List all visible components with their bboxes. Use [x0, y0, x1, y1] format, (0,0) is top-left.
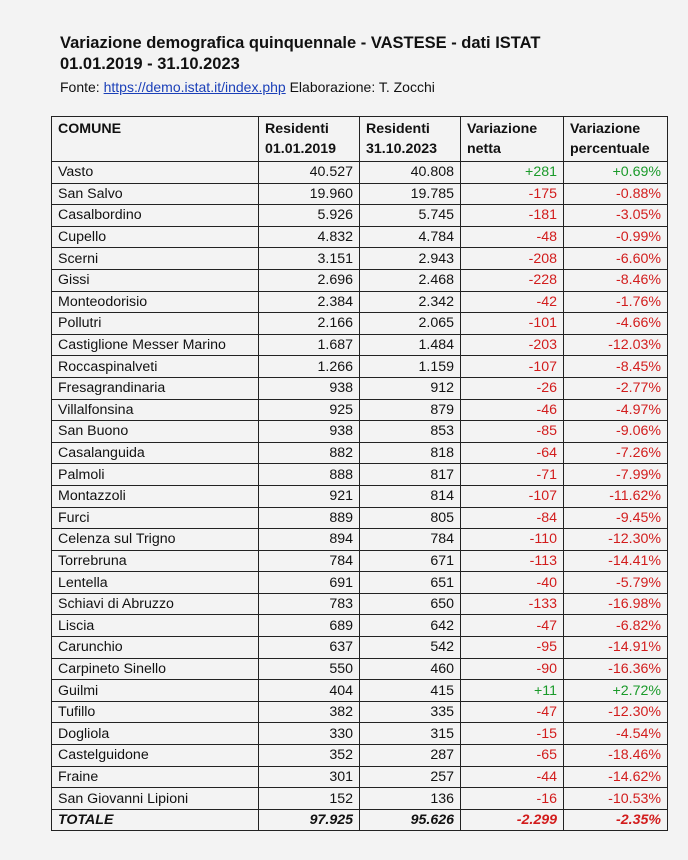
variazione-percentuale-cell: -2.77% — [564, 377, 668, 399]
variazione-percentuale-cell: -0.99% — [564, 226, 668, 248]
residenti-2023-cell: 818 — [360, 442, 461, 464]
table-row — [52, 745, 668, 767]
variazione-percentuale-cell: -9.06% — [564, 421, 668, 443]
comune-cell: Casalbordino — [52, 205, 259, 227]
table-row — [52, 248, 668, 270]
header-comune-label: COMUNE — [58, 121, 122, 137]
residenti-2023-cell: 4.784 — [360, 226, 461, 248]
residenti-2023-cell: 651 — [360, 572, 461, 594]
residenti-2023-cell: 784 — [360, 529, 461, 551]
variazione-netta-cell: -71 — [461, 464, 564, 486]
table-row — [52, 572, 668, 594]
table-row — [52, 313, 668, 335]
variazione-netta-cell: -26 — [461, 377, 564, 399]
variazione-percentuale-cell: -7.26% — [564, 442, 668, 464]
residenti-2023-cell: 650 — [360, 593, 461, 615]
variazione-percentuale-cell: -4.54% — [564, 723, 668, 745]
table-row — [52, 269, 668, 291]
residenti-2023-cell: 2.065 — [360, 313, 461, 335]
residenti-2019-cell: 382 — [259, 701, 360, 723]
variazione-netta-cell: -110 — [461, 529, 564, 551]
header-variazione-netta — [461, 117, 564, 162]
residenti-2023-cell: 814 — [360, 485, 461, 507]
source-line — [60, 78, 680, 96]
variazione-percentuale-cell: -5.79% — [564, 572, 668, 594]
header-variazione-percentuale-line2: percentuale — [570, 141, 650, 157]
table-row — [52, 162, 668, 184]
comune-cell: Torrebruna — [52, 550, 259, 572]
header-residenti-2023-line2: 31.10.2023 — [366, 141, 438, 157]
table-row — [52, 507, 668, 529]
variazione-percentuale-cell: -2.35% — [564, 809, 668, 831]
residenti-2019-cell: 784 — [259, 550, 360, 572]
table-row — [52, 226, 668, 248]
table-row — [52, 593, 668, 615]
comune-cell: TOTALE — [52, 809, 259, 831]
variazione-netta-cell: -203 — [461, 334, 564, 356]
table-row — [52, 788, 668, 810]
comune-cell: San Salvo — [52, 183, 259, 205]
table-row — [52, 485, 668, 507]
table-row — [52, 529, 668, 551]
residenti-2023-cell: 415 — [360, 680, 461, 702]
table-row — [52, 183, 668, 205]
variazione-netta-cell: -47 — [461, 701, 564, 723]
variazione-percentuale-cell: -3.05% — [564, 205, 668, 227]
comune-cell: Villalfonsina — [52, 399, 259, 421]
table-row — [52, 291, 668, 313]
table-row — [52, 701, 668, 723]
comune-cell: Pollutri — [52, 313, 259, 335]
residenti-2019-cell: 691 — [259, 572, 360, 594]
comune-cell: Carpineto Sinello — [52, 658, 259, 680]
variazione-netta-cell: -47 — [461, 615, 564, 637]
residenti-2023-cell: 1.159 — [360, 356, 461, 378]
table-body — [52, 162, 668, 831]
header-residenti-2023-line1: Residenti — [366, 121, 430, 137]
residenti-2019-cell: 938 — [259, 377, 360, 399]
residenti-2023-cell: 2.943 — [360, 248, 461, 270]
variazione-percentuale-cell: -0.88% — [564, 183, 668, 205]
residenti-2023-cell: 136 — [360, 788, 461, 810]
variazione-netta-cell: -42 — [461, 291, 564, 313]
variazione-netta-cell: -107 — [461, 356, 564, 378]
table-row — [52, 377, 668, 399]
residenti-2019-cell: 2.166 — [259, 313, 360, 335]
residenti-2023-cell: 257 — [360, 766, 461, 788]
total-row — [52, 809, 668, 831]
residenti-2023-cell: 460 — [360, 658, 461, 680]
residenti-2023-cell: 335 — [360, 701, 461, 723]
residenti-2019-cell: 689 — [259, 615, 360, 637]
residenti-2023-cell: 95.626 — [360, 809, 461, 831]
variazione-netta-cell: -2.299 — [461, 809, 564, 831]
variazione-percentuale-cell: -1.76% — [564, 291, 668, 313]
residenti-2023-cell: 2.468 — [360, 269, 461, 291]
variazione-percentuale-cell: -12.30% — [564, 701, 668, 723]
variazione-percentuale-cell: -7.99% — [564, 464, 668, 486]
comune-cell: Gissi — [52, 269, 259, 291]
comune-cell: Cupello — [52, 226, 259, 248]
table-row — [52, 766, 668, 788]
comune-cell: Castelguidone — [52, 745, 259, 767]
variazione-netta-cell: +11 — [461, 680, 564, 702]
residenti-2019-cell: 152 — [259, 788, 360, 810]
table-row — [52, 637, 668, 659]
residenti-2019-cell: 2.696 — [259, 269, 360, 291]
table-row — [52, 615, 668, 637]
variazione-percentuale-cell: +0.69% — [564, 162, 668, 184]
residenti-2019-cell: 889 — [259, 507, 360, 529]
residenti-2023-cell: 542 — [360, 637, 461, 659]
variazione-percentuale-cell: -11.62% — [564, 485, 668, 507]
table-row — [52, 550, 668, 572]
residenti-2023-cell: 805 — [360, 507, 461, 529]
residenti-2019-cell: 882 — [259, 442, 360, 464]
comune-cell: San Giovanni Lipioni — [52, 788, 259, 810]
variazione-percentuale-cell: -12.03% — [564, 334, 668, 356]
residenti-2023-cell: 40.808 — [360, 162, 461, 184]
variazione-netta-cell: -46 — [461, 399, 564, 421]
variazione-netta-cell: -228 — [461, 269, 564, 291]
residenti-2023-cell: 853 — [360, 421, 461, 443]
comune-cell: Liscia — [52, 615, 259, 637]
table-row — [52, 205, 668, 227]
variazione-percentuale-cell: +2.72% — [564, 680, 668, 702]
residenti-2019-cell: 2.384 — [259, 291, 360, 313]
table-row — [52, 442, 668, 464]
table-row — [52, 421, 668, 443]
variazione-netta-cell: -44 — [461, 766, 564, 788]
residenti-2023-cell: 1.484 — [360, 334, 461, 356]
comune-cell: Lentella — [52, 572, 259, 594]
variazione-percentuale-cell: -14.62% — [564, 766, 668, 788]
source-label: Fonte: — [60, 79, 100, 95]
header-variazione-percentuale-line1: Variazione — [570, 121, 641, 137]
residenti-2019-cell: 40.527 — [259, 162, 360, 184]
residenti-2023-cell: 879 — [360, 399, 461, 421]
residenti-2019-cell: 3.151 — [259, 248, 360, 270]
comune-cell: Montazzoli — [52, 485, 259, 507]
comune-cell: San Buono — [52, 421, 259, 443]
variazione-netta-cell: -175 — [461, 183, 564, 205]
variazione-percentuale-cell: -10.53% — [564, 788, 668, 810]
source-link[interactable]: https://demo.istat.it/index.php — [103, 79, 286, 95]
variazione-netta-cell: -133 — [461, 593, 564, 615]
document-header — [60, 33, 680, 96]
population-table — [51, 116, 668, 831]
variazione-netta-cell: -64 — [461, 442, 564, 464]
comune-cell: Castiglione Messer Marino — [52, 334, 259, 356]
table-header-row — [52, 117, 668, 162]
comune-cell: Tufillo — [52, 701, 259, 723]
comune-cell: Vasto — [52, 162, 259, 184]
residenti-2019-cell: 1.687 — [259, 334, 360, 356]
residenti-2023-cell: 2.342 — [360, 291, 461, 313]
comune-cell: Monteodorisio — [52, 291, 259, 313]
header-variazione-netta-line1: Variazione — [467, 121, 538, 137]
comune-cell: Celenza sul Trigno — [52, 529, 259, 551]
variazione-percentuale-cell: -14.41% — [564, 550, 668, 572]
variazione-netta-cell: +281 — [461, 162, 564, 184]
comune-cell: Carunchio — [52, 637, 259, 659]
comune-cell: Furci — [52, 507, 259, 529]
variazione-netta-cell: -85 — [461, 421, 564, 443]
header-variazione-netta-line2: netta — [467, 141, 501, 157]
variazione-netta-cell: -65 — [461, 745, 564, 767]
residenti-2023-cell: 5.745 — [360, 205, 461, 227]
residenti-2019-cell: 4.832 — [259, 226, 360, 248]
variazione-percentuale-cell: -8.45% — [564, 356, 668, 378]
variazione-netta-cell: -90 — [461, 658, 564, 680]
variazione-netta-cell: -40 — [461, 572, 564, 594]
comune-cell: Palmoli — [52, 464, 259, 486]
residenti-2019-cell: 925 — [259, 399, 360, 421]
residenti-2019-cell: 938 — [259, 421, 360, 443]
table-row — [52, 334, 668, 356]
variazione-netta-cell: -95 — [461, 637, 564, 659]
variazione-percentuale-cell: -16.98% — [564, 593, 668, 615]
variazione-percentuale-cell: -6.60% — [564, 248, 668, 270]
header-variazione-percentuale — [564, 117, 668, 162]
header-residenti-2023 — [360, 117, 461, 162]
residenti-2019-cell: 301 — [259, 766, 360, 788]
variazione-percentuale-cell: -4.66% — [564, 313, 668, 335]
residenti-2019-cell: 894 — [259, 529, 360, 551]
residenti-2019-cell: 921 — [259, 485, 360, 507]
comune-cell: Dogliola — [52, 723, 259, 745]
residenti-2019-cell: 5.926 — [259, 205, 360, 227]
variazione-percentuale-cell: -8.46% — [564, 269, 668, 291]
title-line-2: 01.01.2019 - 31.10.2023 — [60, 55, 240, 73]
variazione-percentuale-cell: -16.36% — [564, 658, 668, 680]
residenti-2023-cell: 287 — [360, 745, 461, 767]
header-residenti-2019-line1: Residenti — [265, 121, 329, 137]
variazione-percentuale-cell: -6.82% — [564, 615, 668, 637]
variazione-percentuale-cell: -12.30% — [564, 529, 668, 551]
variazione-percentuale-cell: -4.97% — [564, 399, 668, 421]
table-row — [52, 464, 668, 486]
comune-cell: Schiavi di Abruzzo — [52, 593, 259, 615]
title-line-1: Variazione demografica quinquennale - VASTESE - dati ISTAT — [60, 34, 541, 52]
variazione-netta-cell: -107 — [461, 485, 564, 507]
residenti-2023-cell: 817 — [360, 464, 461, 486]
residenti-2023-cell: 912 — [360, 377, 461, 399]
residenti-2019-cell: 888 — [259, 464, 360, 486]
comune-cell: Fresagrandinaria — [52, 377, 259, 399]
comune-cell: Fraine — [52, 766, 259, 788]
comune-cell: Guilmi — [52, 680, 259, 702]
variazione-netta-cell: -16 — [461, 788, 564, 810]
residenti-2019-cell: 330 — [259, 723, 360, 745]
variazione-percentuale-cell: -14.91% — [564, 637, 668, 659]
residenti-2023-cell: 642 — [360, 615, 461, 637]
header-residenti-2019 — [259, 117, 360, 162]
table-row — [52, 658, 668, 680]
variazione-netta-cell: -48 — [461, 226, 564, 248]
variazione-netta-cell: -15 — [461, 723, 564, 745]
residenti-2019-cell: 352 — [259, 745, 360, 767]
residenti-2019-cell: 404 — [259, 680, 360, 702]
residenti-2023-cell: 315 — [360, 723, 461, 745]
comune-cell: Scerni — [52, 248, 259, 270]
residenti-2019-cell: 783 — [259, 593, 360, 615]
comune-cell: Casalanguida — [52, 442, 259, 464]
variazione-percentuale-cell: -9.45% — [564, 507, 668, 529]
table-row — [52, 723, 668, 745]
table-row — [52, 399, 668, 421]
header-comune — [52, 117, 259, 162]
table-row — [52, 680, 668, 702]
source-credit: Elaborazione: T. Zocchi — [289, 79, 435, 95]
residenti-2023-cell: 671 — [360, 550, 461, 572]
header-residenti-2019-line2: 01.01.2019 — [265, 141, 337, 157]
comune-cell: Roccaspinalveti — [52, 356, 259, 378]
residenti-2019-cell: 637 — [259, 637, 360, 659]
residenti-2019-cell: 550 — [259, 658, 360, 680]
variazione-netta-cell: -208 — [461, 248, 564, 270]
variazione-netta-cell: -181 — [461, 205, 564, 227]
table-row — [52, 356, 668, 378]
variazione-percentuale-cell: -18.46% — [564, 745, 668, 767]
residenti-2019-cell: 1.266 — [259, 356, 360, 378]
variazione-netta-cell: -84 — [461, 507, 564, 529]
residenti-2023-cell: 19.785 — [360, 183, 461, 205]
variazione-netta-cell: -101 — [461, 313, 564, 335]
variazione-netta-cell: -113 — [461, 550, 564, 572]
residenti-2019-cell: 19.960 — [259, 183, 360, 205]
residenti-2019-cell: 97.925 — [259, 809, 360, 831]
